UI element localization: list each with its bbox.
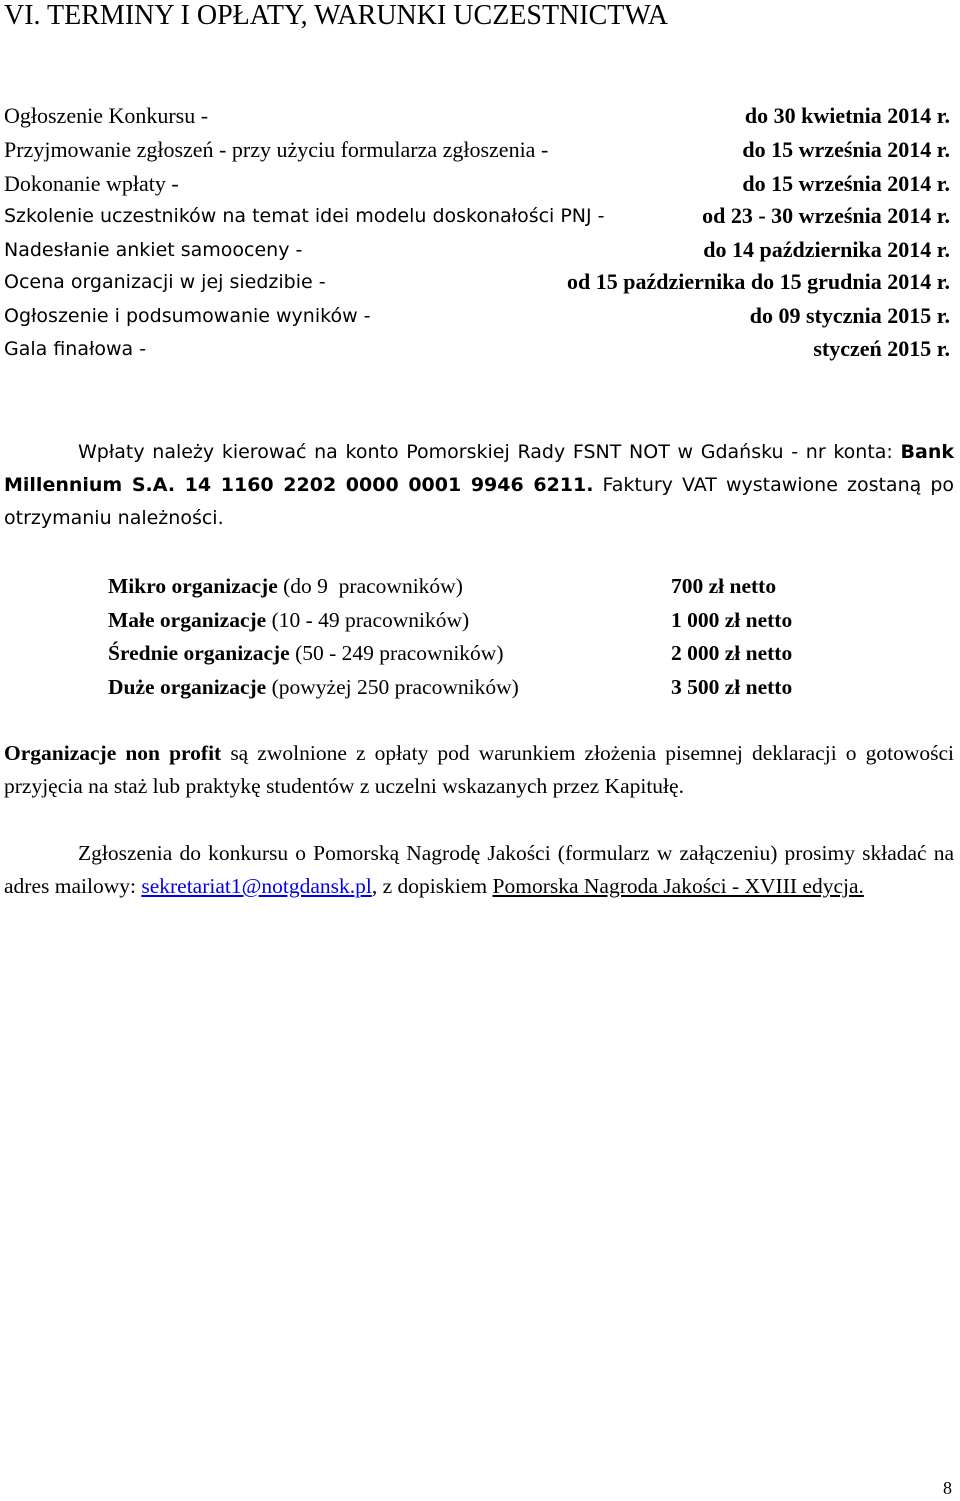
submission-text: Zgłoszenia do konkursu o Pomorską Nagrodę Jakości (formularz w załączeniu) prosimy składać na adres mailowy: bbox=[4, 841, 954, 898]
section-heading: VI. TERMINY I OPŁATY, WARUNKI UCZESTNICTWA bbox=[4, 0, 668, 31]
fee-detail: (10 - 49 pracowników) bbox=[271, 607, 470, 632]
fee-row bbox=[108, 637, 828, 671]
submission-paragraph bbox=[4, 837, 954, 903]
schedule-label: Ogłoszenie Konkursu - bbox=[4, 103, 209, 128]
nonprofit-label: Organizacje non profit bbox=[4, 741, 222, 765]
schedule-label: Gala finałowa - bbox=[4, 338, 147, 360]
fee-row bbox=[108, 671, 828, 705]
page-number: 8 bbox=[943, 1478, 952, 1498]
fee-category: Duże organizacje bbox=[108, 674, 267, 699]
nonprofit-text: są zwolnione z opłaty pod warunkiem złożenia pisemnej deklaracji o gotowości przyjęcia na staż lub praktykę studentów z uczelni wskazanych przez Kapitułę. bbox=[4, 741, 955, 798]
fee-price: 2 000 zł netto bbox=[671, 641, 793, 665]
schedule-date: do 09 stycznia 2015 r. bbox=[749, 303, 950, 328]
fee-category: Małe organizacje bbox=[108, 607, 267, 632]
payment-outro: Faktury VAT wystawione zostaną po otrzymaniu należności. bbox=[4, 474, 955, 529]
schedule-date: do 15 września 2014 r. bbox=[742, 137, 950, 162]
schedule-date: do 14 października 2014 r. bbox=[703, 237, 950, 262]
schedule-date: od 23 - 30 września 2014 r. bbox=[702, 203, 950, 228]
fee-description bbox=[108, 604, 469, 638]
fee-price: 3 500 zł netto bbox=[671, 674, 793, 699]
fee-detail: (do 9 pracowników) bbox=[283, 574, 463, 598]
submission-middle: , z dopiskiem bbox=[371, 874, 493, 898]
fee-table bbox=[108, 570, 828, 704]
schedule-label: Ocena organizacji w jej siedzibie - bbox=[4, 271, 326, 293]
schedule-label: Przyjmowanie zgłoszeń - przy użyciu formularza zgłoszenia - bbox=[4, 137, 549, 162]
email-link[interactable]: sekretariat1@notgdansk.pl bbox=[141, 874, 372, 898]
schedule-date: od 15 października do 15 grudnia 2014 r. bbox=[566, 269, 950, 294]
schedule-label: Nadesłanie ankiet samooceny - bbox=[4, 239, 303, 261]
fee-row bbox=[108, 604, 828, 638]
fee-detail: (powyżej 250 pracowników) bbox=[271, 674, 519, 699]
schedule-date: do 15 września 2014 r. bbox=[742, 171, 950, 196]
schedule-date: styczeń 2015 r. bbox=[813, 336, 950, 361]
fee-description bbox=[108, 570, 463, 604]
bank-account: Bank Millennium S.A. 14 1160 2202 0000 0001 9946 6211. bbox=[4, 441, 954, 496]
nonprofit-paragraph bbox=[4, 737, 954, 803]
schedule-label: Szkolenie uczestników na temat idei modelu doskonałości PNJ - bbox=[4, 205, 605, 227]
schedule-label: Ogłoszenie i podsumowanie wyników - bbox=[4, 305, 371, 327]
schedule-date: do 30 kwietnia 2014 r. bbox=[744, 103, 950, 128]
fee-price: 1 000 zł netto bbox=[671, 607, 793, 632]
schedule-label: Dokonanie wpłaty - bbox=[4, 171, 179, 196]
fee-description bbox=[108, 637, 504, 671]
submission-note: Pomorska Nagroda Jakości - XVIII edycja. bbox=[492, 874, 864, 898]
fee-category: Mikro organizacje bbox=[108, 574, 278, 598]
fee-detail: (50 - 249 pracowników) bbox=[295, 641, 504, 665]
payment-intro: Wpłaty należy kierować na konto Pomorskiej Rady FSNT NOT w Gdańsku - nr konta: bbox=[78, 441, 893, 463]
fee-price: 700 zł netto bbox=[671, 574, 777, 598]
fee-description bbox=[108, 671, 519, 705]
payment-paragraph bbox=[4, 436, 954, 535]
fee-row bbox=[108, 570, 828, 604]
fee-category: Średnie organizacje bbox=[108, 641, 290, 665]
